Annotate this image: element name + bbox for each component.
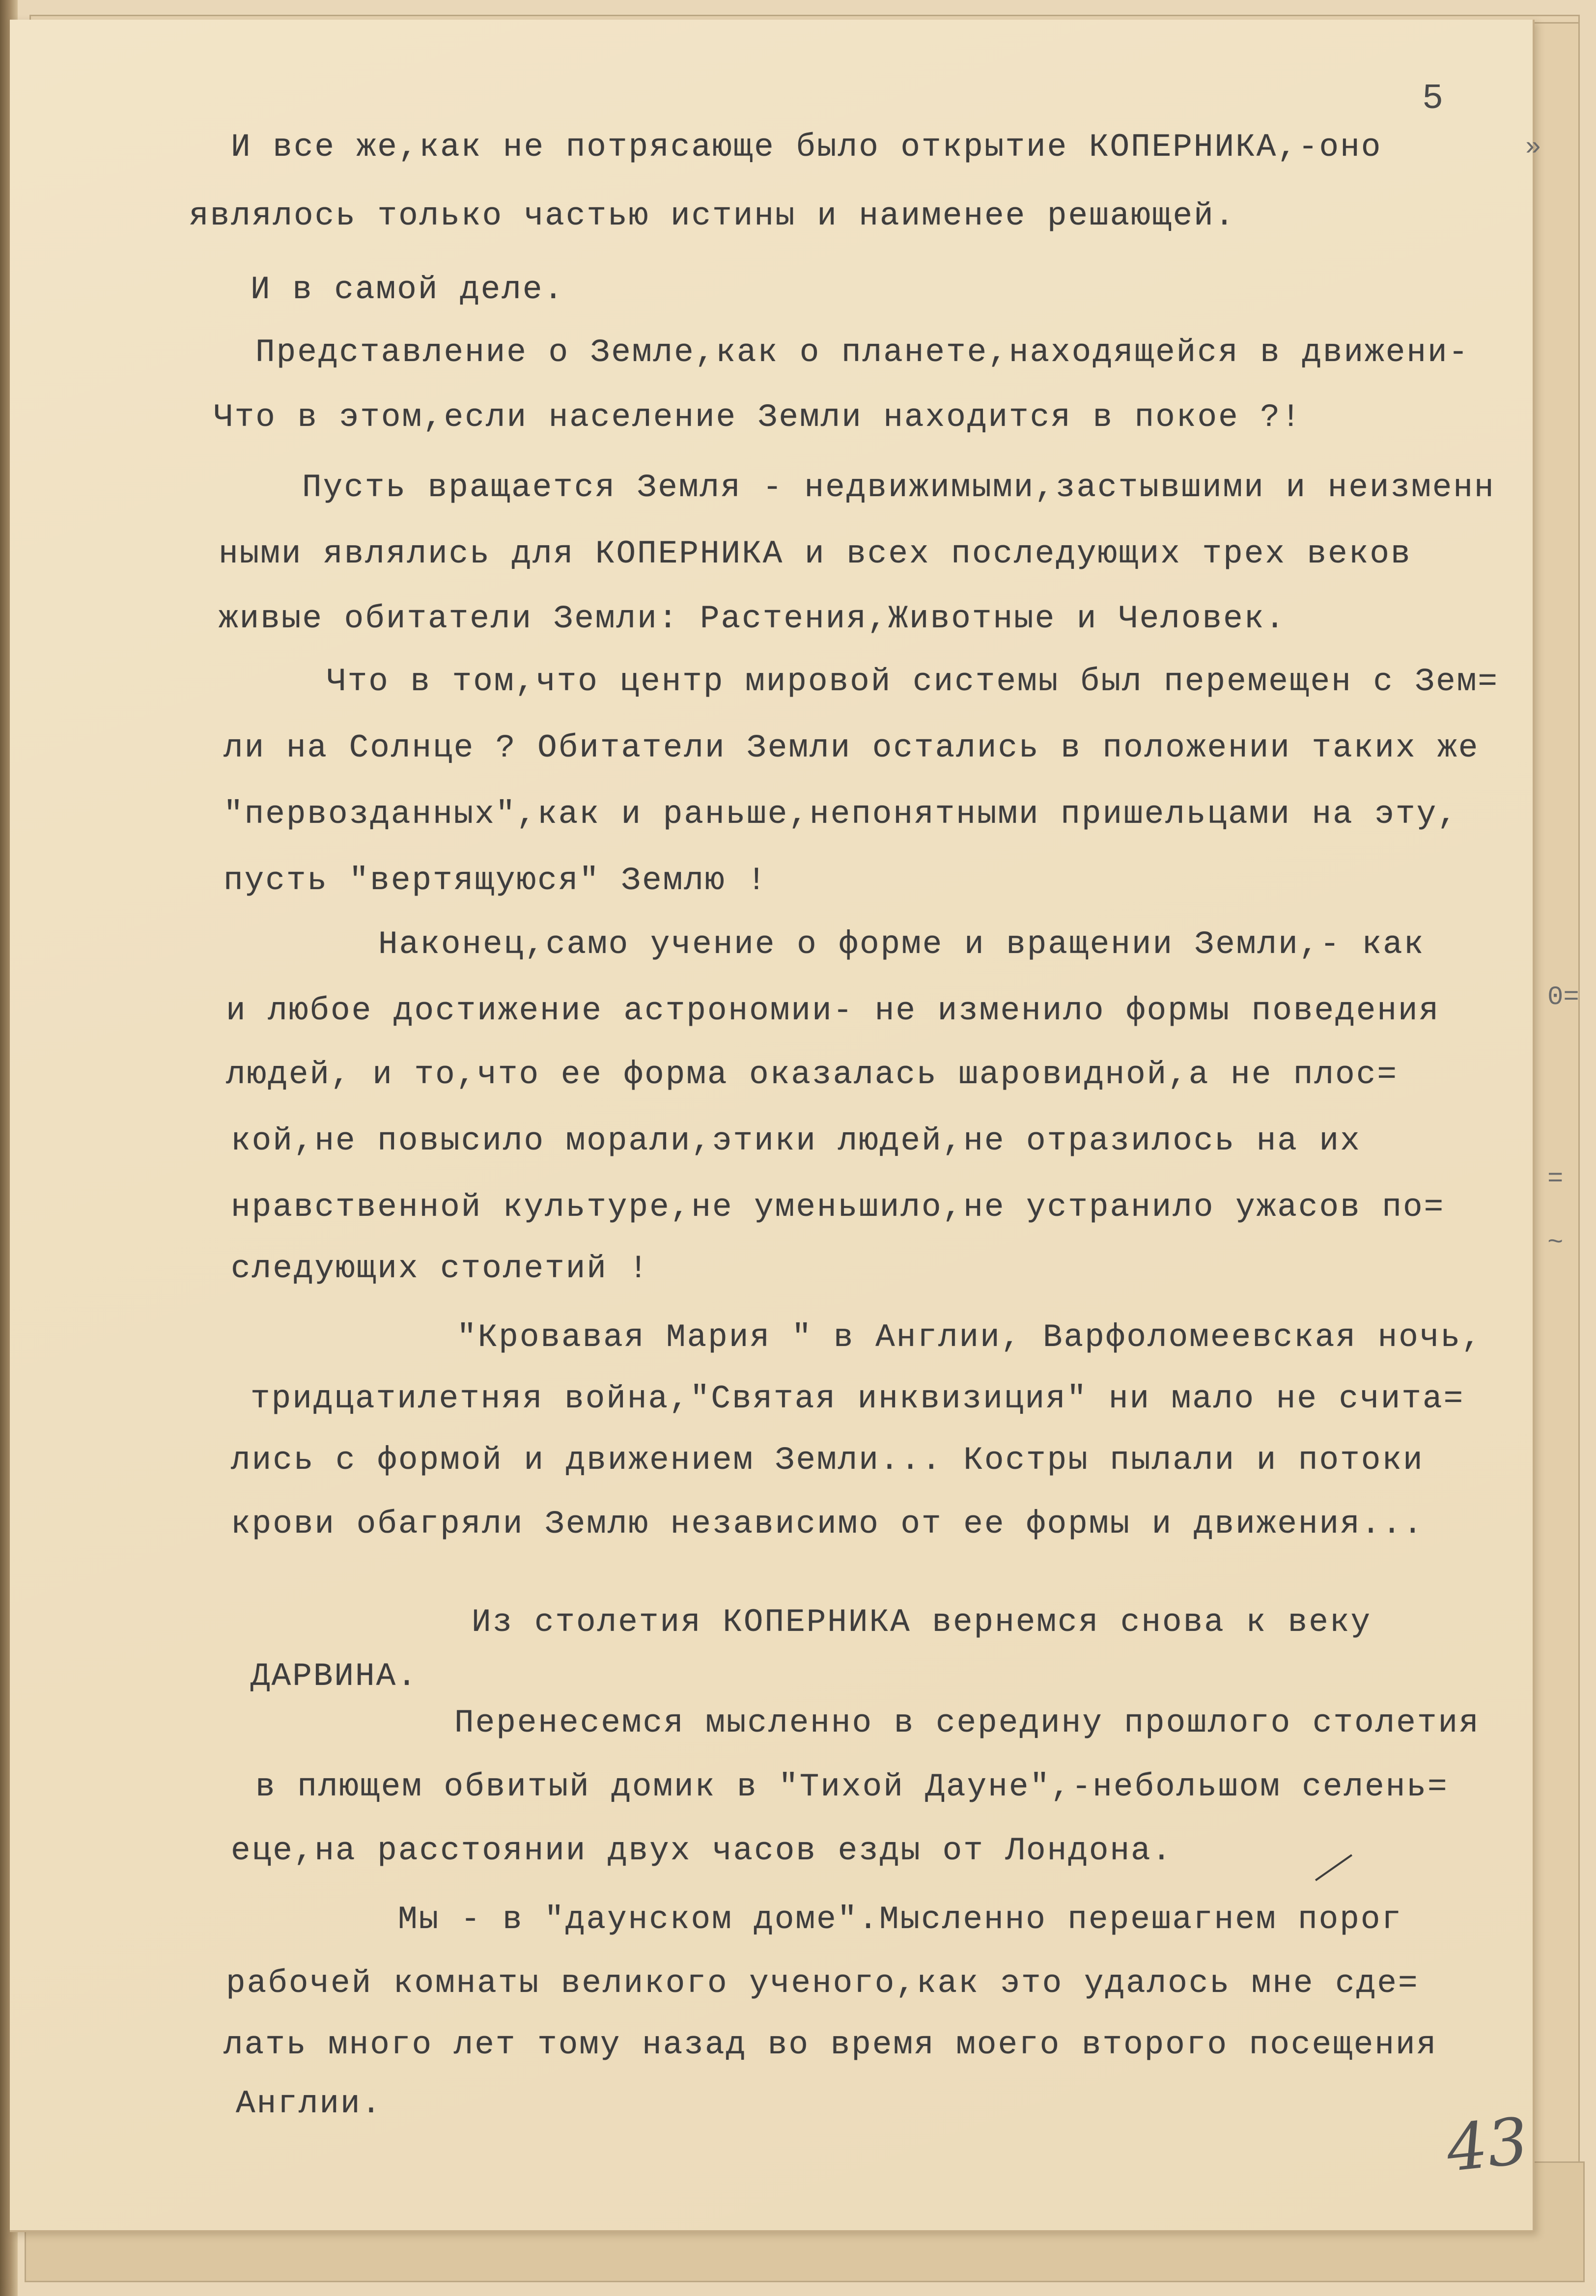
margin-mark: ~ — [1547, 1228, 1564, 1258]
text-line-17: нравственной культуре,не уменьшило,не устранило ужасов по= — [231, 1189, 1445, 1226]
text-line-4: Представление о Земле,как о планете,находящейся в движени- — [255, 334, 1470, 371]
text-line-27: еце,на расстоянии двух часов езды от Лондона. — [231, 1832, 1173, 1869]
text-line-12: пусть "вертящуюся" Землю ! — [224, 862, 768, 899]
text-line-19: "Кровавая Мария " в Англии, Варфоломеевская ночь, — [457, 1319, 1483, 1356]
text-line-23: Из столетия КОПЕРНИКА вернемся снова к веку — [472, 1604, 1372, 1641]
text-line-20: тридцатилетняя война,"Святая инквизиция" ни мало не счита= — [251, 1380, 1465, 1417]
page-number: 5 — [1422, 79, 1444, 119]
text-line-1: И все же,как не потрясающе было открытие КОПЕРНИКА,-оно — [231, 129, 1382, 166]
text-line-6: Пусть вращается Земля - недвижимыми,застывшими и неизменн — [302, 469, 1495, 506]
folio-number-handwritten: 43 — [1443, 2103, 1532, 2186]
text-line-3: И в самой деле. — [251, 271, 565, 308]
text-line-10: ли на Солнце ? Обитатели Земли остались в положении таких же — [224, 729, 1480, 766]
text-line-11: "первозданных",как и раньше,непонятными пришельцами на эту, — [224, 796, 1458, 833]
text-line-24: ДАРВИНА. — [251, 1658, 418, 1695]
margin-mark: » — [1525, 133, 1541, 163]
text-line-14: и любое достижение астрономии- не изменило формы поведения — [226, 992, 1440, 1029]
text-line-31: Англии. — [236, 2085, 383, 2122]
text-line-18: следующих столетий ! — [231, 1250, 650, 1287]
text-line-8: живые обитатели Земли: Растения,Животные и Человек. — [219, 600, 1286, 637]
text-line-26: в плющем обвитый домик в "Тихой Дауне",-небольшом селень= — [255, 1768, 1449, 1805]
text-line-13: Наконец,само учение о форме и вращении Земли,- как — [378, 926, 1425, 963]
text-line-7: ными являлись для КОПЕРНИКА и всех последующих трех веков — [219, 535, 1412, 572]
margin-mark: 0= — [1547, 982, 1579, 1012]
text-line-28: Мы - в "даунском доме".Мысленно перешагнем порог — [398, 1901, 1403, 1938]
text-line-5: Что в этом,если население Земли находится в покое ?! — [214, 399, 1302, 436]
margin-mark: = — [1547, 1164, 1564, 1194]
text-line-2: являлось только частью истины и наименее решающей. — [189, 197, 1236, 234]
text-line-30: лать много лет тому назад во время моего второго посещения — [224, 2026, 1438, 2063]
text-line-25: Перенесемся мысленно в середину прошлого столетия — [454, 1705, 1480, 1741]
text-line-22: крови обагряли Землю независимо от ее формы и движения... — [231, 1506, 1424, 1542]
text-line-16: кой,не повысило морали,этики людей,не отразилось на их — [231, 1122, 1361, 1159]
text-line-9: Что в том,что центр мировой системы был перемещен с Зем= — [327, 663, 1499, 700]
text-line-15: людей, и то,что ее форма оказалась шаровидной,а не плос= — [226, 1056, 1398, 1093]
text-line-29: рабочей комнаты великого ученого,как это удалось мне сде= — [226, 1965, 1419, 2002]
text-line-21: лись с формой и движением Земли... Костры пылали и потоки — [231, 1442, 1424, 1479]
